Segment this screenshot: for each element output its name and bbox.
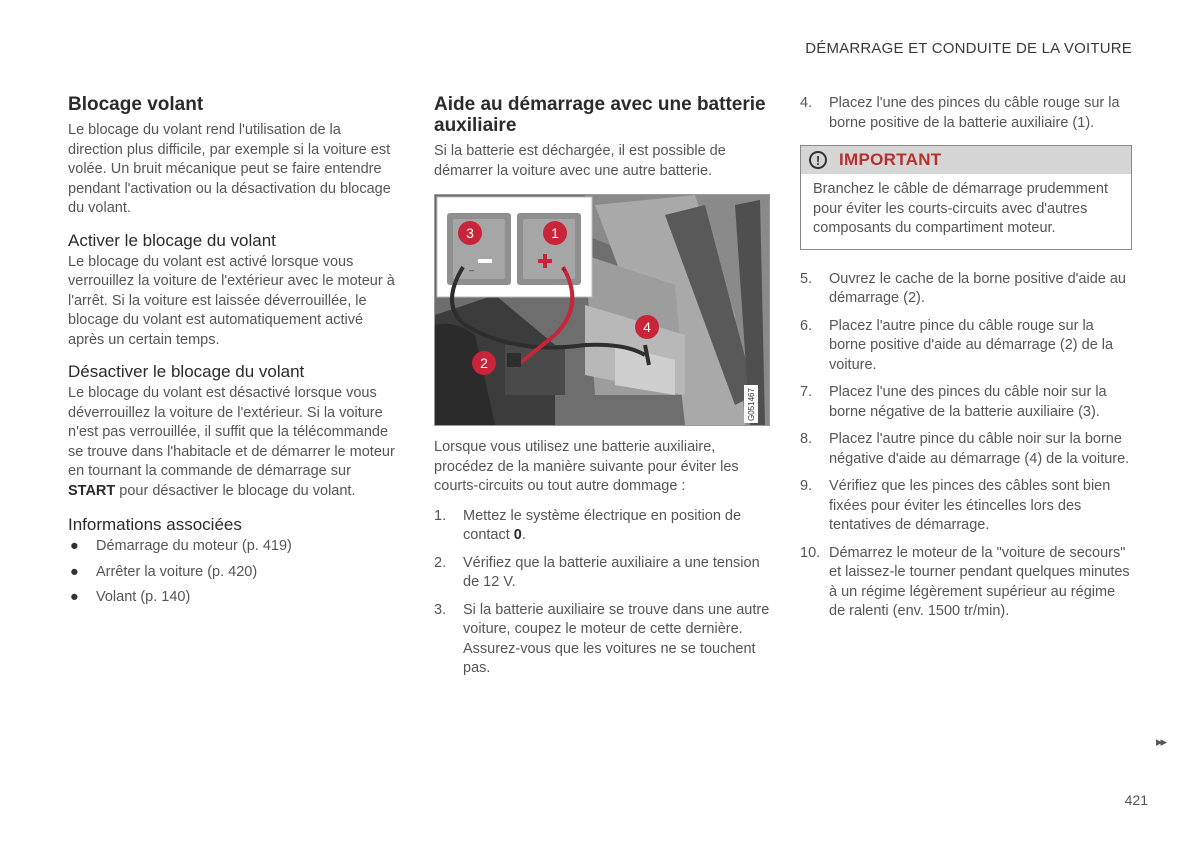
important-notice [800,145,1132,250]
list-item: 6. Placez l'autre pince du câble rouge sur la borne positive d'aide au démarrage (2) de la voiture. [800,317,1114,373]
svg-text:4: 4 [643,319,651,335]
plus-sign: + [561,265,567,275]
page-number: 421 [1124,792,1148,808]
figure-code: G051467 [747,388,756,421]
jump-start-intro: Si la batterie est déchargée, il est possible de démarrer la voiture avec une autre batterie. [434,143,726,179]
exclamation-icon: ! [809,151,827,169]
procedure-steps-1-3 [434,507,770,679]
list-item: 8. Placez l'autre pince du câble noir sur la borne négative d'aide au démarrage (4) de la voiture. [800,431,1130,467]
svg-text:2: 2 [480,355,488,371]
engine-bay-drawing [435,195,769,425]
subtitle-deactivate: Désactiver le blocage du volant [68,362,305,381]
list-item: 10. Démarrez le moteur de la "voiture de secours" et laissez-le tourner pendant quelques minutes à un régime légèrement supérieur au régime de ralenti (env. 1500 tr/min). [800,544,1130,619]
svg-text:1: 1 [551,225,559,241]
list-item: 4. Placez l'une des pinces du câble rouge sur la borne positive de la batterie auxiliaire (1). [800,95,1120,131]
related-link[interactable]: ● Arrêter la voiture (p. 420) [70,563,258,580]
list-item: 1. Mettez le système électrique en position de contact 0. [434,507,742,543]
callout-4 [635,315,659,339]
column-steps-continued [800,94,1132,630]
activate-text: Le blocage du volant est activé lorsque vous verrouillez la voiture de l'extérieur avec le moteur à l'arrêt. Si la voiture est laissée déverrouillée, le blocage du volant est automatiquement activé après un certain temps. [68,253,395,348]
jump-start-illustration [434,194,770,426]
continue-arrow-icon: ▸▸ [1155,734,1165,749]
related-links [68,537,398,608]
subtitle-activate: Activer le blocage du volant [68,230,276,250]
svg-text:3: 3 [466,225,474,241]
section-title-jump-start: Aide au démarrage avec une batterie auxiliaire [434,94,766,136]
start-keyword: START [68,482,116,499]
subtitle-related-info: Informations associées [68,515,242,534]
section-title-steering-lock: Blocage volant [68,94,204,115]
deactivate-text: Le blocage du volant est désactivé lorsque vous déverrouillez la voiture de l'extérieur. Si la voiture n'est pas verrouillée, il suffit que la télécommande se trouve dans l'habitacle et de démarrer le moteur en tournant la commande de démarrage sur START pour désactiver le blocage du volant. [68,385,395,499]
callout-1 [543,221,567,245]
list-item: 3. Si la batterie auxiliaire se trouve dans une autre voiture, coupez le moteur de cette dernière. Assurez-vous que les voitures ne se touchent pas. [434,601,770,676]
callout-3 [458,221,482,245]
important-title: IMPORTANT [839,150,942,169]
important-text: Branchez le câble de démarrage prudemment pour éviter les courts-circuits avec d'autres composants du compartiment moteur. [813,181,1108,236]
procedure-intro: Lorsque vous utilisez une batterie auxiliaire, procédez de la manière suivante pour éviter les courts-circuits ou tout autre dommage : [434,439,739,494]
column-jump-start [434,94,770,181]
list-item: 5. Ouvrez le cache de la borne positive d'aide au démarrage (2). [800,270,1126,306]
jump-start-procedure [434,438,770,687]
list-item: 7. Placez l'une des pinces du câble noir sur la borne négative de la batterie auxiliaire (3). [800,384,1107,420]
column-steering-lock [68,94,398,614]
steering-lock-intro: Le blocage du volant rend l'utilisation de la direction plus difficile, par exemple si la voiture est volée. Un bruit mécanique peut se faire entendre pendant l'activation ou la désactivation du blocage du volant. [68,122,391,216]
callout-2 [472,351,496,375]
related-link[interactable]: ● Volant (p. 140) [70,589,191,605]
minus-sign: – [469,265,475,275]
related-link[interactable]: ● Démarrage du moteur (p. 419) [70,538,292,554]
running-header: DÉMARRAGE ET CONDUITE DE LA VOITURE [805,40,1132,57]
list-item: 9. Vérifiez que les pinces des câbles sont bien fixées pour éviter les étincelles lors des tentatives de démarrage. [800,478,1111,533]
list-item: 2. Vérifiez que la batterie auxiliaire a une tension de 12 V. [434,554,760,590]
procedure-steps-5-10 [800,270,1132,622]
important-header [801,146,1131,174]
procedure-step-4 [800,94,1132,133]
